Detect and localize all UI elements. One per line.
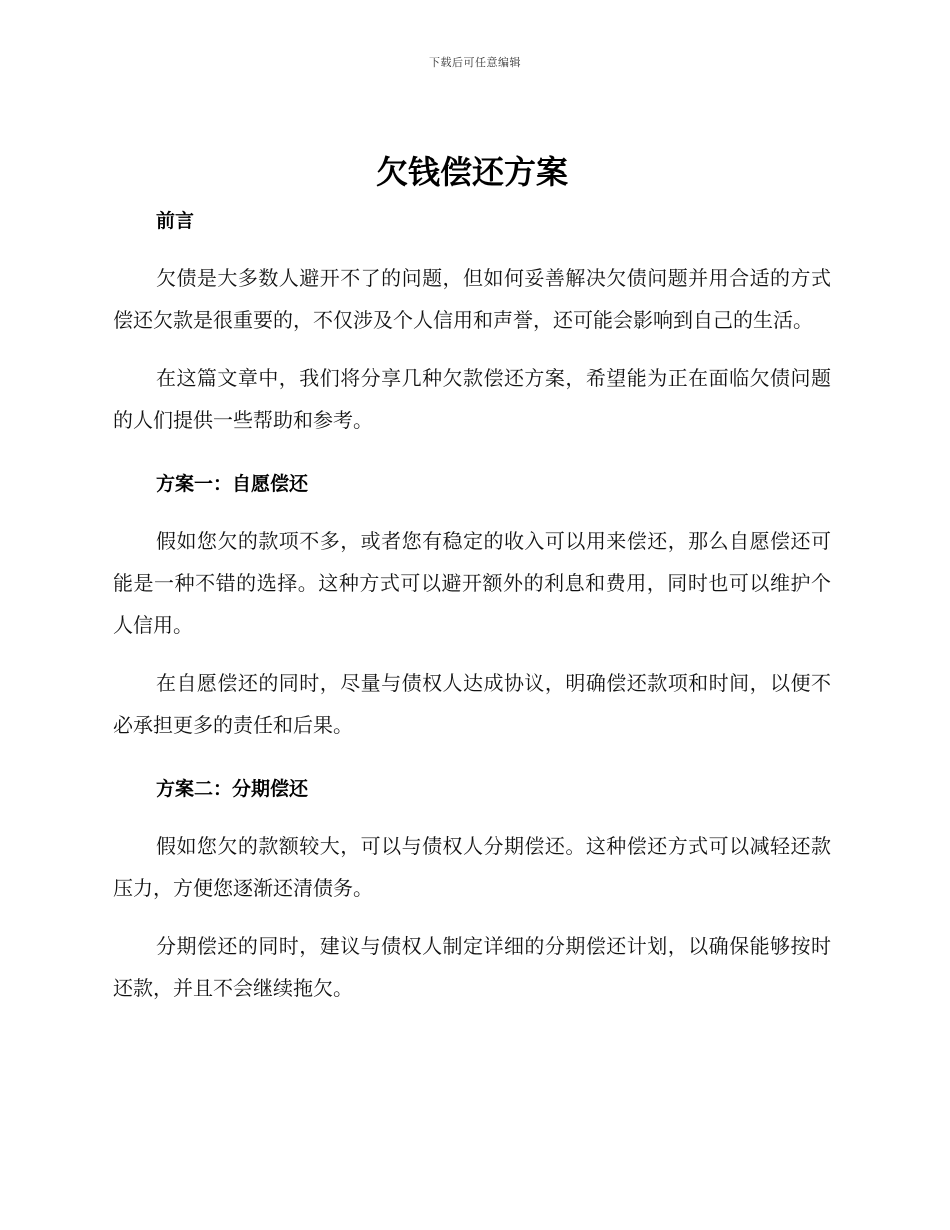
paragraph: 假如您欠的款项不多，或者您有稳定的收入可以用来偿还，那么自愿偿还可能是一种不错的选择。这种方式可以避开额外的利息和费用，同时也可以维护个人信用。 <box>113 529 831 637</box>
paragraph: 在这篇文章中，我们将分享几种欠款偿还方案，希望能为正在面临欠债问题的人们提供一些帮助和参考。 <box>113 366 831 432</box>
paragraph: 欠债是大多数人避开不了的问题，但如何妥善解决欠债问题并用合适的方式偿还欠款是很重要的，不仅涉及个人信用和声誉，还可能会影响到自己的生活。 <box>113 266 831 332</box>
section-heading-plan2: 方案二：分期偿还 <box>156 778 309 800</box>
document-body <box>113 150 831 1009</box>
paragraph: 分期偿还的同时，建议与债权人制定详细的分期偿还计划，以确保能够按时还款，并且不会继续拖欠。 <box>113 934 831 1000</box>
paragraph: 在自愿偿还的同时，尽量与债权人达成协议，明确偿还款项和时间，以便不必承担更多的责任和后果。 <box>113 671 831 737</box>
section-heading-plan1: 方案一：自愿偿还 <box>156 473 309 495</box>
paragraph: 假如您欠的款额较大，可以与债权人分期偿还。这种偿还方式可以减轻还款压力，方便您逐渐还清债务。 <box>113 834 831 900</box>
document-title: 欠钱偿还方案 <box>375 153 568 191</box>
header-note: 下载后可任意编辑 <box>429 56 521 69</box>
section-heading-preface: 前言 <box>156 210 195 232</box>
